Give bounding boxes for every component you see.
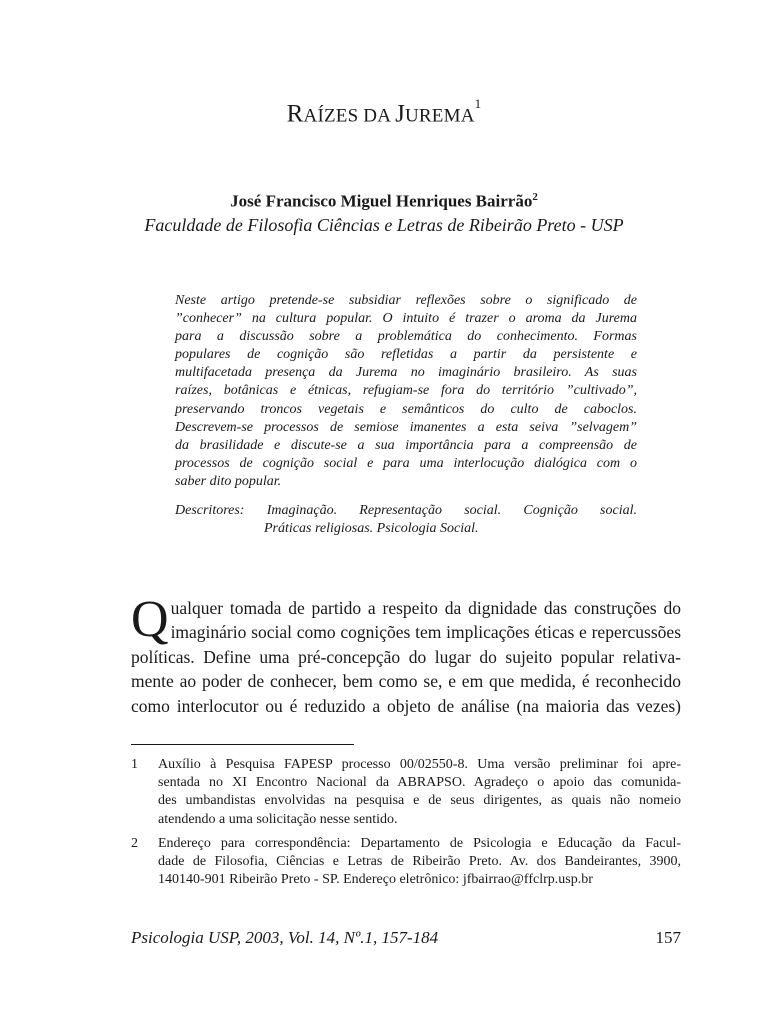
body-line: imaginário social como cognições tem implicações éticas e repercussões bbox=[170, 622, 681, 643]
footnote-line: dade de Filosofia, Ciências e Letras de Ribeirão Preto. Av. dos Bandeirantes, 3900, bbox=[158, 854, 681, 870]
title-smallcaps-1: AÍZES DA bbox=[303, 105, 396, 127]
footnote-line: des umbandistas envolvidas na pesquisa e de seus dirigentes, as quais não nomeio bbox=[158, 793, 681, 809]
abstract-line: para a discussão sobre a problemática do conhecimento. Formas bbox=[175, 329, 637, 345]
abstract-line: Neste artigo pretende-se subsidiar reflexões sobre o significado de bbox=[175, 293, 637, 308]
footnote-number: 2 bbox=[131, 835, 138, 851]
footnote-2 bbox=[131, 835, 681, 890]
page-number: 157 bbox=[655, 928, 681, 947]
abstract-line: multifacetada presença da Jurema no imaginário brasileiro. As suas bbox=[175, 365, 637, 381]
abstract-line: raízes, botânicas e étnicas, refugiam-se fora do território ”cultivado”, bbox=[175, 383, 637, 399]
title-initial-2: J bbox=[395, 100, 405, 128]
drop-cap: Q bbox=[131, 591, 169, 648]
author-name-text: José Francisco Miguel Henriques Bairrão bbox=[230, 191, 533, 211]
footnote-line: Auxílio à Pesquisa FAPESP processo 00/02550-8. Uma versão preliminar foi apre- bbox=[158, 757, 681, 772]
abstract-line: Descrevem-se processos de semiose imanentes a esta seiva ”selvagem” bbox=[175, 419, 637, 435]
abstract-line: saber dito popular. bbox=[175, 473, 282, 489]
body-line: ualquer tomada de partido a respeito da dignidade das construções do bbox=[170, 598, 681, 618]
page-footer bbox=[131, 928, 681, 948]
author-footnote-ref: 2 bbox=[532, 191, 538, 203]
descriptors-line: Práticas religiosas. Psicologia Social. bbox=[264, 521, 479, 536]
footnotes bbox=[131, 756, 681, 895]
abstract-line: ”conhecer” na cultura popular. O intuito é trazer o aroma da Jurema bbox=[175, 311, 637, 327]
author-name bbox=[0, 191, 768, 212]
footnote-number: 1 bbox=[131, 757, 138, 772]
body-line: como interlocutor ou é reduzido a objeto de análise (na maioria das vezes) bbox=[131, 695, 681, 716]
abstract-line: processos de cognição social e para uma interlocução dialógica com o bbox=[175, 455, 637, 471]
abstract-line: preservando troncos vegetais e semânticos do culto de caboclos. bbox=[175, 401, 637, 417]
author-affiliation: Faculdade de Filosofia Ciências e Letras de Ribeirão Preto - USP bbox=[144, 215, 624, 235]
footnote-line: sentada no XI Encontro Nacional da ABRAPSO. Agradeço o apoio das comunida- bbox=[158, 775, 681, 791]
body-line: políticas. Define uma pré-concepção do lugar do sujeito popular relativa- bbox=[131, 646, 681, 667]
footnote-line: Endereço para correspondência: Departamento de Psicologia e Educação da Facul- bbox=[158, 835, 681, 851]
abstract-line: populares de cognição são refletidas a partir da persistente e bbox=[175, 347, 637, 363]
abstract-line: da brasilidade e discute-se a sua importância para a compreensão de bbox=[175, 437, 637, 453]
title-footnote-ref: 1 bbox=[474, 96, 482, 111]
footnote-1 bbox=[131, 756, 681, 829]
descriptors bbox=[175, 502, 637, 538]
footnote-divider bbox=[131, 744, 354, 745]
title-initial-1: R bbox=[286, 100, 304, 128]
footnote-line: atendendo a uma solicitação nesse sentido. bbox=[158, 811, 398, 827]
journal-citation: Psicologia USP, 2003, Vol. 14, Nº.1, 157-184 bbox=[131, 928, 439, 947]
body-line: mente ao poder de conhecer, bem como se, e em que medida, é reconhecido bbox=[131, 671, 681, 692]
body-paragraph bbox=[131, 591, 681, 718]
abstract bbox=[175, 292, 637, 491]
footnote-line: 140140-901 Ribeirão Preto - SP. Endereço eletrônico: jfbairrao@ffclrp.usp.br bbox=[158, 872, 593, 888]
descriptors-line: Descritores: Imaginação. Representação social. Cognição social. bbox=[175, 503, 637, 518]
article-title bbox=[0, 96, 768, 128]
title-smallcaps-2: UREMA bbox=[405, 105, 475, 127]
